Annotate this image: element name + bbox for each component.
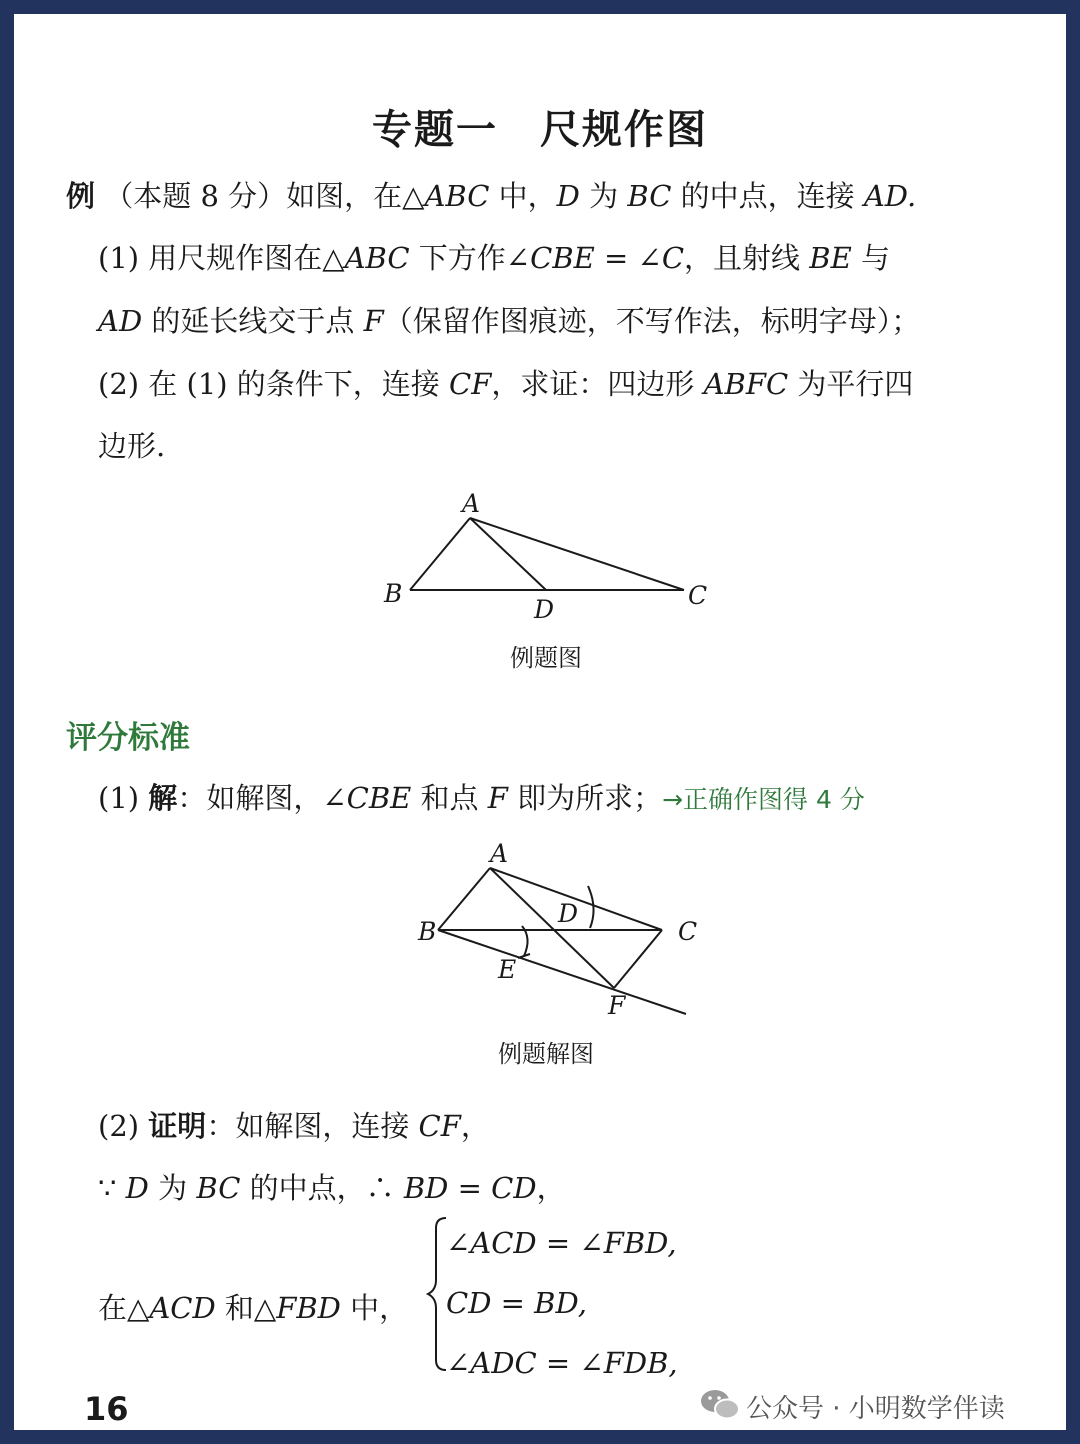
page-number: 16	[84, 1390, 129, 1428]
segment-ab	[438, 868, 490, 930]
text: ：如解图，∠	[177, 781, 347, 815]
text: AD	[98, 304, 143, 338]
label-a: A	[490, 839, 509, 868]
text: ，	[460, 1109, 490, 1143]
proof-line-1	[98, 1104, 490, 1145]
proof-line-2	[98, 1166, 566, 1207]
text: BE	[809, 241, 852, 275]
label-b: B	[418, 917, 437, 946]
ray-be	[438, 930, 686, 1014]
text: 的中点，连接	[671, 179, 864, 213]
text: BC	[196, 1171, 241, 1205]
text: （保留作图痕迹，不写作法，标明字母）；	[383, 304, 921, 338]
text: D	[125, 1171, 149, 1205]
watermark-text: 公众号 · 小明数学伴读	[746, 1394, 1005, 1424]
text: 证明	[148, 1109, 207, 1143]
text: 为平行四	[788, 367, 914, 401]
arc-at-d	[588, 886, 594, 928]
text: F	[487, 781, 508, 815]
label-f: F	[608, 991, 626, 1020]
segment-ad	[470, 518, 546, 590]
text: CBE	[530, 241, 595, 275]
question-1-line-2	[98, 299, 920, 340]
text: D	[556, 179, 580, 213]
section-heading: 评分标准	[66, 720, 190, 756]
text: 中，	[340, 1291, 409, 1325]
text: ，	[536, 1171, 566, 1205]
eye	[717, 1396, 721, 1400]
text: CF	[449, 367, 492, 401]
text: (1)	[98, 781, 149, 815]
wechat-icon	[698, 1386, 742, 1422]
brace-path	[428, 1218, 446, 1370]
text: ，求证：四边形	[491, 367, 704, 401]
label-b: B	[384, 579, 403, 608]
system-eq-2: CD = BD,	[446, 1286, 587, 1320]
example-label: 例	[66, 179, 96, 213]
text: ACD	[149, 1291, 216, 1325]
bubble-small	[715, 1400, 739, 1419]
segment-ab	[410, 518, 470, 590]
solution-figure	[394, 832, 714, 1032]
text: ：如解图，连接	[206, 1109, 419, 1143]
text: 和点	[411, 781, 488, 815]
text: 为	[148, 1171, 197, 1205]
text: = ∠	[594, 241, 662, 275]
text: 中，	[489, 179, 557, 213]
text: 的中点，∴	[240, 1171, 404, 1205]
text: FBD	[276, 1291, 341, 1325]
example-intro	[66, 174, 916, 215]
text: 在△	[98, 1291, 150, 1325]
question-2-line-2: 边形.	[98, 429, 166, 463]
text: BD = CD	[403, 1171, 537, 1205]
solution-1	[98, 776, 865, 817]
text: ，且射线	[684, 241, 810, 275]
score-note: →正确作图得 4 分	[662, 785, 865, 814]
question-2-line-1	[98, 362, 913, 403]
text: （本题 8 分）如图，在△	[104, 179, 425, 213]
text: CBE	[346, 781, 412, 815]
label-d: D	[558, 899, 579, 928]
label-a: A	[462, 489, 481, 518]
proof-line-3	[98, 1286, 408, 1327]
text: AD.	[863, 179, 917, 213]
text: 的延长线交于点	[142, 304, 364, 338]
segment-ac	[470, 518, 684, 590]
text: CF	[418, 1109, 461, 1143]
example-figure	[374, 480, 734, 630]
label-c: C	[688, 581, 708, 610]
text: C	[661, 241, 685, 275]
figure-1-caption: 例题图	[510, 644, 582, 672]
text: (1) 用尺规作图在△	[98, 241, 345, 275]
text: 下方作∠	[409, 241, 531, 275]
page	[14, 14, 1066, 1430]
text: ABC	[344, 241, 410, 275]
label-c: C	[678, 917, 698, 946]
system-eq-3: ∠ADC = ∠FDB,	[446, 1346, 678, 1380]
text: ABC	[424, 179, 490, 213]
label-d: D	[534, 595, 555, 624]
eye	[708, 1396, 712, 1400]
text: 与	[851, 241, 890, 275]
text: 和△	[215, 1291, 277, 1325]
text: (2)	[98, 1109, 149, 1143]
question-1-line-1	[98, 236, 890, 277]
page-title: 专题一 尺规作图	[372, 107, 708, 153]
text: 解	[148, 781, 178, 815]
text: (2) 在 (1) 的条件下，连接	[98, 367, 450, 401]
text: ABFC	[703, 367, 789, 401]
text: 为	[579, 179, 628, 213]
segment-cf	[614, 930, 662, 988]
text: F	[363, 304, 384, 338]
figure-2-caption: 例题解图	[498, 1040, 594, 1068]
label-e: E	[498, 955, 517, 984]
system-eq-1: ∠ACD = ∠FBD,	[446, 1226, 677, 1260]
text: ∵	[98, 1171, 126, 1205]
text: BC	[627, 179, 672, 213]
text: 即为所求；	[507, 781, 663, 815]
